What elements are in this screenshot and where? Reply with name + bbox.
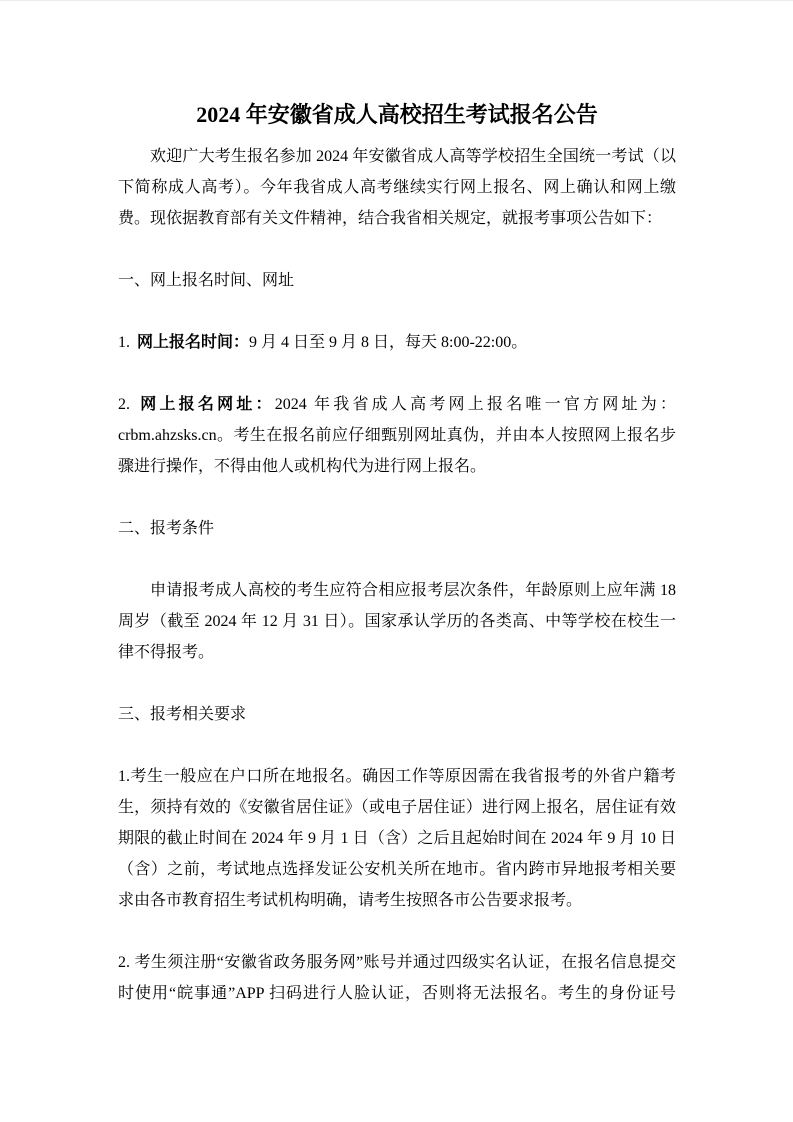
- section-3-heading: 三、报考相关要求: [118, 706, 247, 723]
- section-3-paragraph-2: 2. 考生须注册“安徽省政务服务网”账号并通过四级实名认证，在报名信息提交时使用“皖事通”APP 扫码进行人脸认证，否则将无法报名。考生的身份证号: [118, 954, 676, 1002]
- item-2-number: 2.: [118, 396, 130, 413]
- section-1-item-1: [118, 327, 676, 358]
- section-1-heading: 一、网上报名时间、网址: [118, 272, 295, 289]
- section-2-heading: 二、报考条件: [118, 520, 215, 537]
- item-1-lead: 网上报名时间：: [137, 334, 250, 351]
- item-1-text: 9 月 4 日至 9 月 8 日，每天 8:00-22:00。: [249, 334, 528, 351]
- item-2-text: 2024 年我省成人高考网上报名唯一官方网址为：crbm.ahzsks.cn。考生在报名前应仔细甄别网址真伪，并由本人按照网上报名步骤进行操作，不得由他人或机构代为进行网上报名。: [118, 396, 676, 475]
- item-2-lead: 网上报名网址：: [137, 396, 275, 413]
- intro-paragraph: 欢迎广大考生报名参加 2024 年安徽省成人高等学校招生全国统一考试（以下简称成人高考）。今年我省成人高考继续实行网上报名、网上确认和网上缴费。现依据教育部有关文件精神，结合我省相关规定，就报考事项公告如下：: [118, 148, 676, 227]
- item-1-number: 1.: [118, 334, 130, 351]
- document-title: 2024 年安徽省成人高校招生考试报名公告: [196, 102, 598, 127]
- section-2-paragraph: 申请报考成人高校的考生应符合相应报考层次条件，年龄原则上应年满 18 周岁（截至 2024 年 12 月 31 日）。国家承认学历的各类高、中等学校在校生一律不得报考。: [118, 582, 676, 661]
- section-3-paragraph-1: 1.考生一般应在户口所在地报名。确因工作等原因需在我省报考的外省户籍考生，须持有效的《安徽省居住证》（或电子居住证）进行网上报名，居住证有效期限的截止时间在 2024 年 9 月 1 日（含）之后且起始时间在 2024 年 9 月 10 日（含）之前，考试地点选择发证公安机关所在地市。省内跨市异地报考相关要求由各市教育招生考试机构明确，请考生按照各市公告要求报考。: [118, 768, 676, 909]
- section-1-item-2: [118, 389, 676, 482]
